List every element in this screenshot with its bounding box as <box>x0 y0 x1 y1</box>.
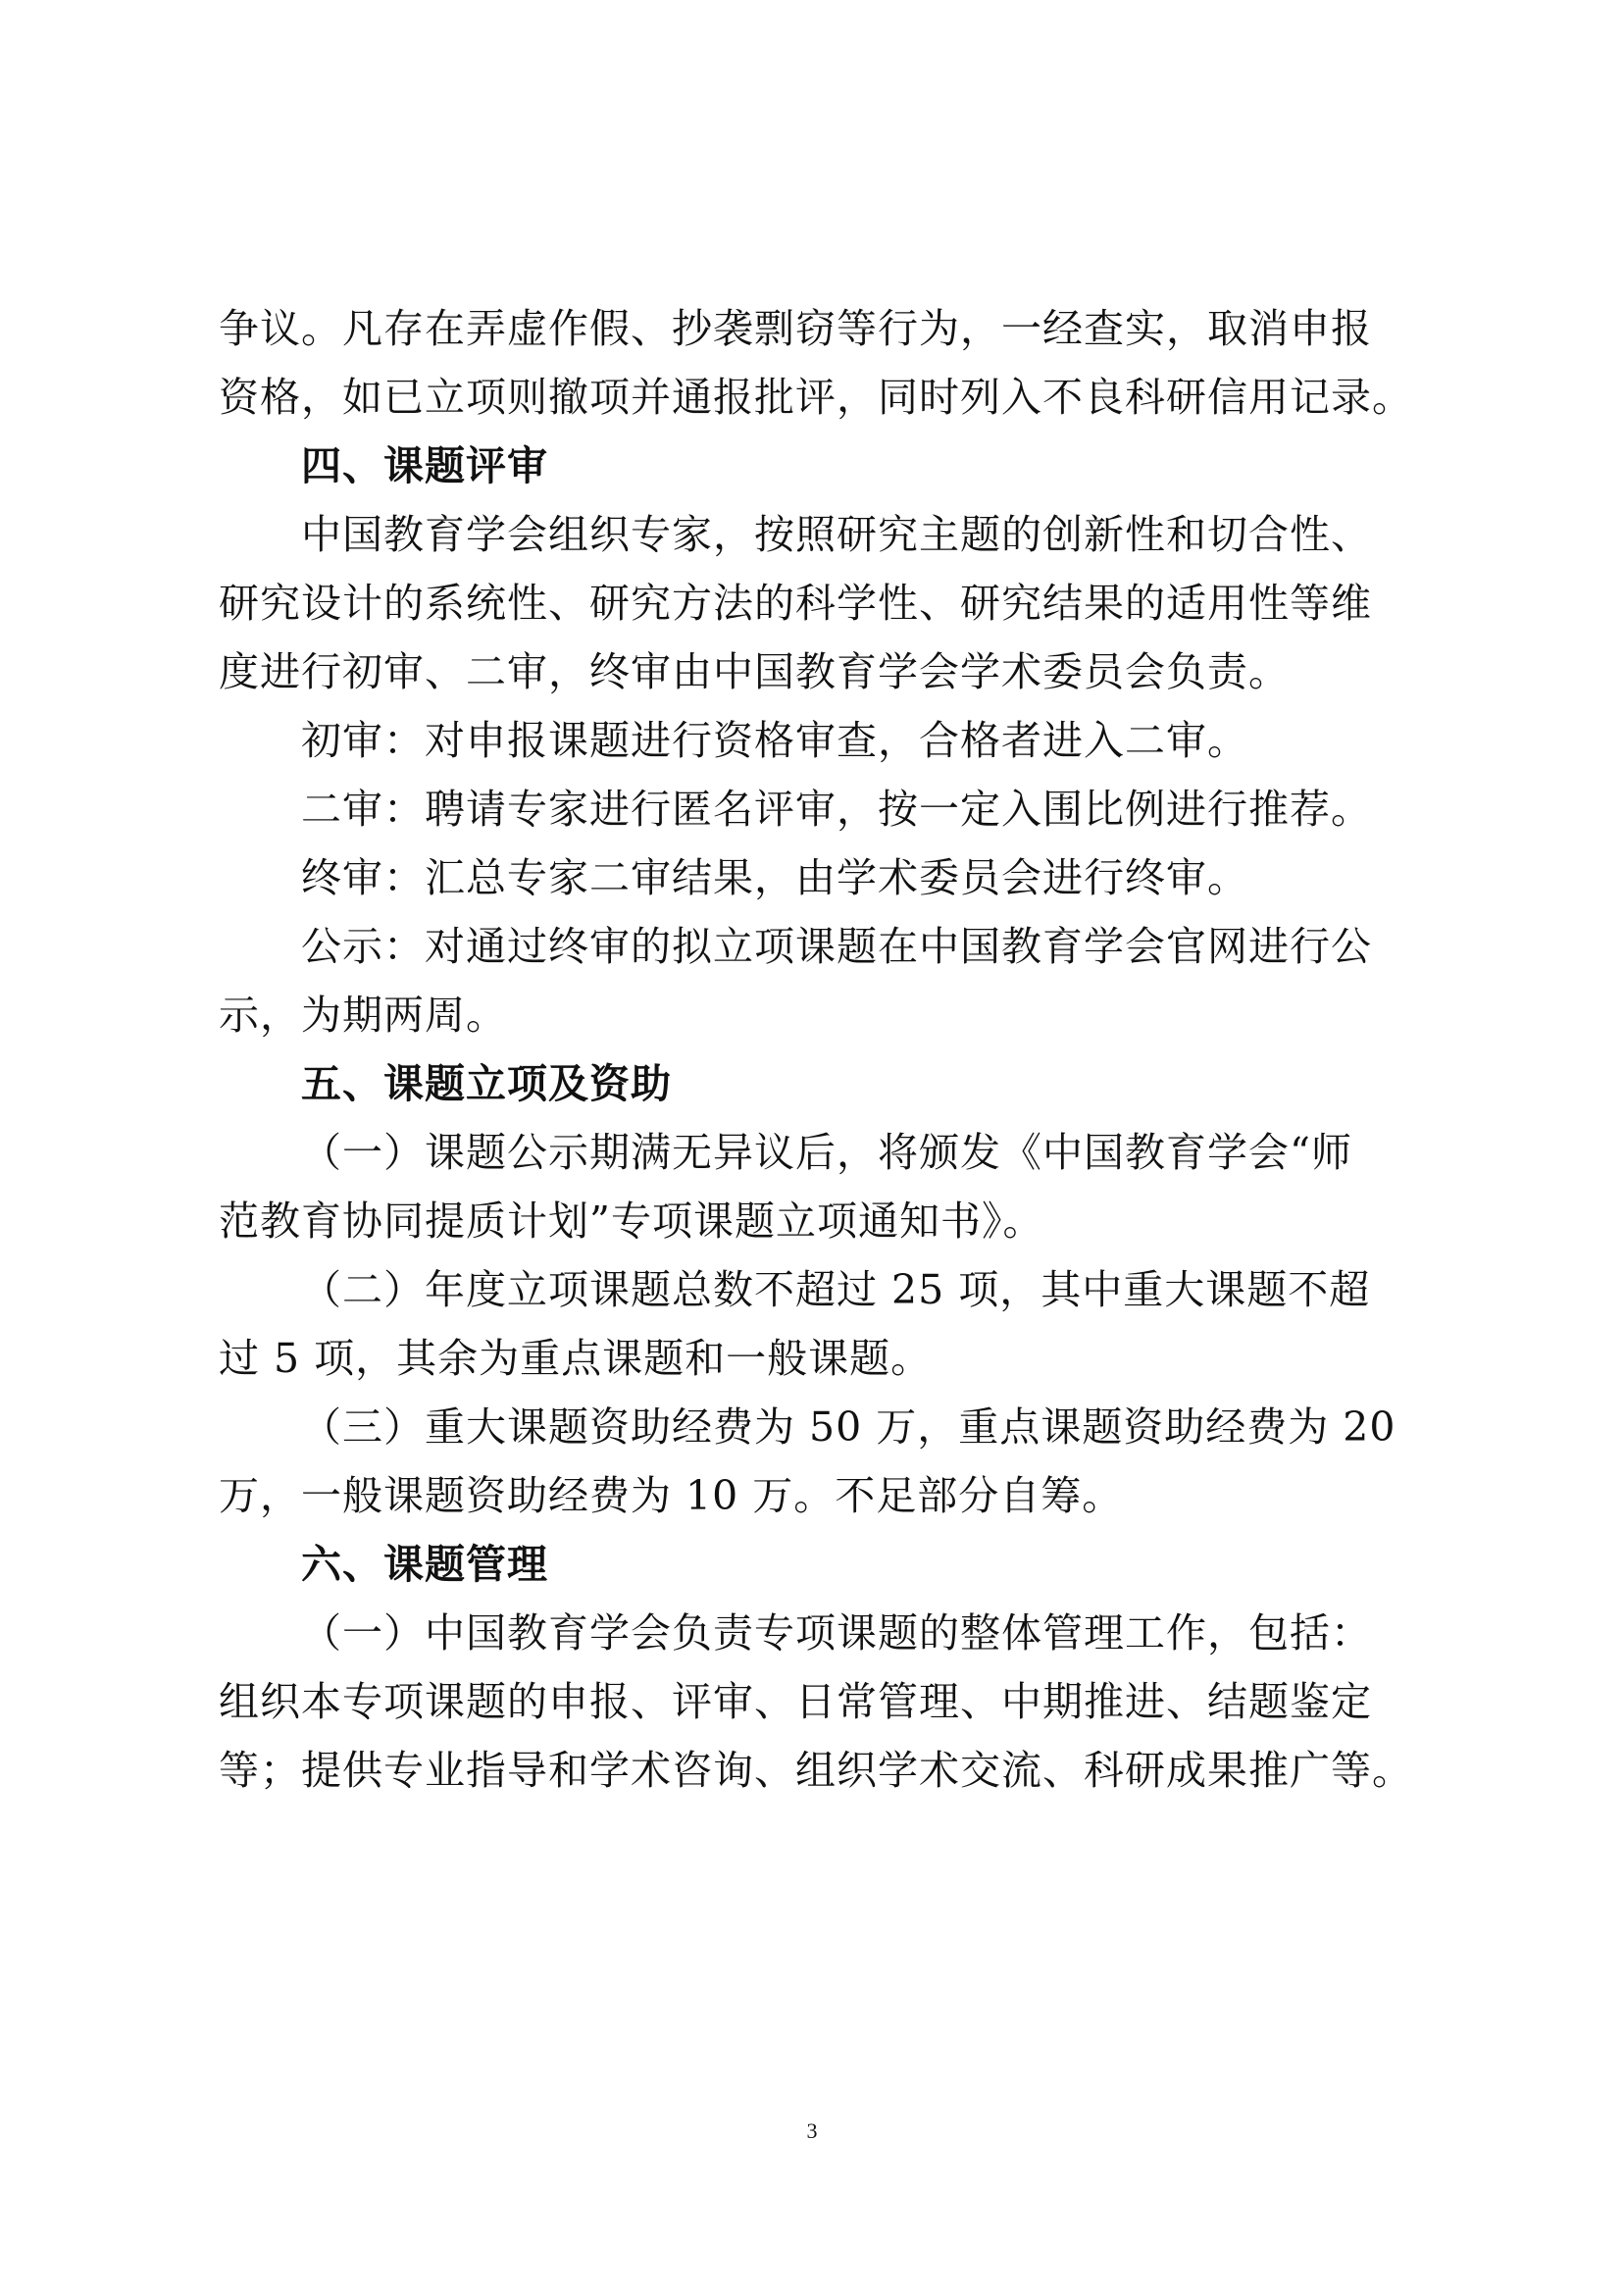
text-line: （一）课题公示期满无异议后，将颁发《中国教育学会“师 <box>301 1129 1352 1176</box>
text-line: 万，一般课题资助经费为 10 万。不足部分自筹。 <box>219 1472 1124 1519</box>
text-line: 研究设计的系统性、研究方法的科学性、研究结果的适用性等维 <box>219 580 1372 627</box>
text-line: （一）中国教育学会负责专项课题的整体管理工作，包括： <box>301 1609 1372 1657</box>
text-line: 组织本专项课题的申报、评审、日常管理、中期推进、结题鉴定 <box>219 1678 1372 1725</box>
text-line: 范教育协同提质计划”专项课题立项通知书》。 <box>219 1198 1044 1245</box>
text-line: （二）年度立项课题总数不超过 25 项，其中重大课题不超 <box>301 1266 1371 1313</box>
text-line: 等；提供专业指导和学术咨询、组织学术交流、科研成果推广等。 <box>219 1747 1413 1794</box>
text-line: 度进行初审、二审，终审由中国教育学会学术委员会负责。 <box>219 648 1290 695</box>
text-line: 终审：汇总专家二审结果，由学术委员会进行终审。 <box>301 854 1248 901</box>
section-heading: 四、课题评审 <box>301 442 548 489</box>
text-line: （三）重大课题资助经费为 50 万，重点课题资助经费为 20 <box>301 1403 1396 1451</box>
text-line: 过 5 项，其余为重点课题和一般课题。 <box>219 1335 933 1382</box>
text-line: 公示：对通过终审的拟立项课题在中国教育学会官网进行公 <box>301 923 1372 970</box>
text-line: 示，为期两周。 <box>219 992 507 1039</box>
text-line: 二审：聘请专家进行匿名评审，按一定入围比例进行推荐。 <box>301 786 1372 833</box>
section-heading: 六、课题管理 <box>301 1541 548 1588</box>
document-body <box>219 294 1430 1805</box>
text-line: 初审：对申报课题进行资格审查，合格者进入二审。 <box>301 717 1248 764</box>
text-line: 资格，如已立项则撤项并通报批评，同时列入不良科研信用记录。 <box>219 374 1413 421</box>
section-heading: 五、课题立项及资助 <box>301 1060 672 1107</box>
text-line: 中国教育学会组织专家，按照研究主题的创新性和切合性、 <box>301 511 1372 558</box>
text-line: 争议。凡存在弄虚作假、抄袭剽窃等行为，一经查实，取消申报 <box>219 305 1372 352</box>
page-number: 3 <box>806 2118 818 2143</box>
